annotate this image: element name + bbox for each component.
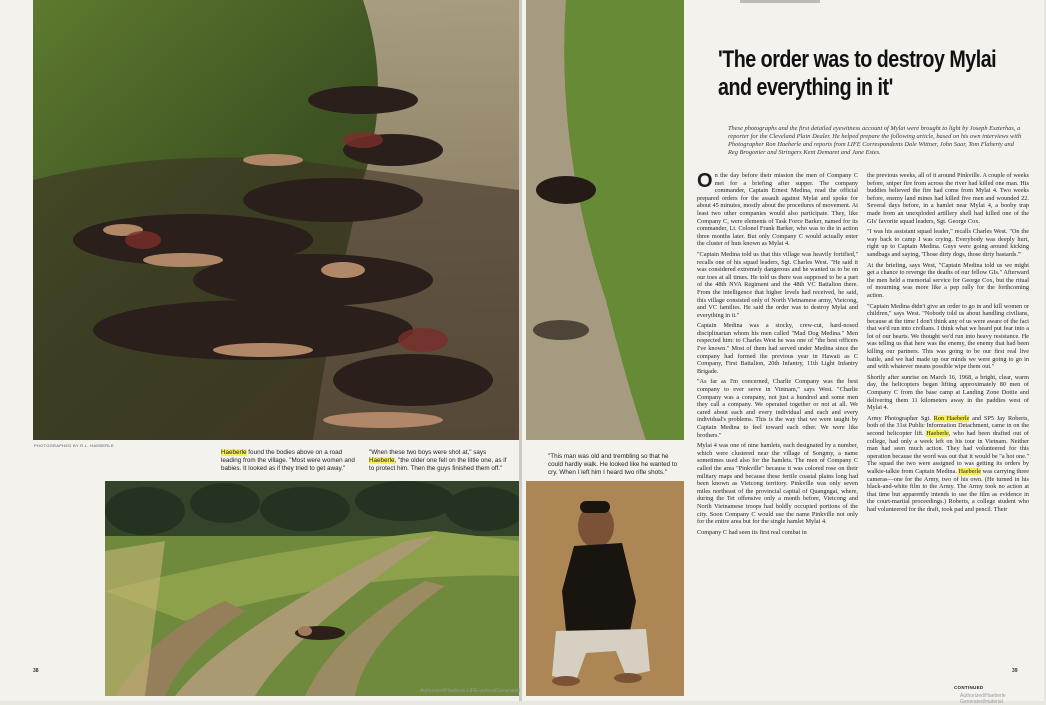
top-rule bbox=[740, 0, 820, 3]
paragraph-text: , who had been drafted out of college, had only a week left on his tour in Vietnam. Neither man had seen much action. They had volunteered for this operation because the word was out that it would be "a hot one." The squad the two were assigned to was getting its orders by walkie-talkie from Captain Medina. bbox=[867, 430, 1029, 475]
paragraph: "Captain Medina didn't give an order to go in and kill women or children," says West. "Nobody told us about handling civilians, because at the time I don't think any of us were aware of the fact that we'd run into civilians. I think what we heard put fear into a lot of our hearts. We thought we'd run into heavy resistance. He was telling us that here was the enemy, the enemy that had been killing our partners. This was going to be our first real live battle, and we had made up our minds we were going to go in and with whatever means possible wipe them out." bbox=[867, 302, 1029, 371]
name-highlight: Ron Haeberle bbox=[933, 414, 970, 422]
name-highlight: Haeberle bbox=[958, 467, 982, 475]
watermark-left: Authorized/Haeberle LIFE-vertical/Generated bbox=[420, 688, 521, 694]
caption-name-highlight: Haeberle bbox=[369, 457, 395, 465]
caption-two-boys bbox=[369, 449, 509, 474]
paragraph-text: Army Photographer Sgt. bbox=[867, 414, 934, 422]
paragraph-text: and SP5 Jay Roberts, both of the 31st Public Information Detachment, came in on the second helicopter lift. bbox=[867, 414, 1029, 437]
name-highlight: Haeberle bbox=[926, 430, 949, 437]
old-man-photo bbox=[526, 481, 684, 696]
continued-label: CONTINUED bbox=[954, 685, 984, 690]
caption-name-highlight: Haeberle bbox=[221, 449, 247, 456]
paragraph: Captain Medina was a stocky, crew-cut, hard-nosed disciplinarian whom his men called "Mad Dog Medina." Men respected him: to Charles West he was one of "the best officers I've known." Most of them had served under Medina since the company had formed the previous year in Hawaii as C Company, First Battalion, 20th Infantry, 11th Light Infantry Brigade. bbox=[697, 322, 858, 375]
left-page bbox=[0, 0, 519, 701]
paragraph: Shortly after sunrise on March 16, 1968, a bright, clear, warm day, the helicopters began lifting approximately 80 men of Company C from the base camp at Landing Zone Dottie and delivering them 11 kilometers away in the paddies west of Mylai 4. bbox=[867, 373, 1029, 412]
paragraph: At the briefing, says West, "Captain Medina told us we might get a chance to revenge the deaths of our fellow GIs." Afterward the men held a memorial service for George Cox, but the ritual of mourning was more like a pep rally for the forthcoming action. bbox=[867, 261, 1029, 299]
caption-road-bodies bbox=[221, 449, 361, 474]
page-number-left: 38 bbox=[33, 668, 39, 674]
watermark-right: Authorized/Haeberle Generated/material bbox=[960, 693, 1006, 705]
page-number-right: 39 bbox=[1012, 668, 1018, 674]
paragraph: Mylai 4 was one of nine hamlets, each designated by a number, which were clustered near the village of Songmy, a name sometimes used also for the hamlets. The men of Company C called the area "Pinkville" because it was colored rose on their military maps and because these fertile coastal plains long had been known as Vietcong territory. Pinkville was only seven miles northeast of the provincial capital of Quangngai, where, during the Tet offensive only a month before, Vietcong and North Vietnamese troops had boldly occupied portions of the city. Soon Company C would use the name Pinkville not only for the entire area but for the single hamlet Mylai 4. bbox=[697, 442, 858, 526]
road-bodies-photo bbox=[33, 0, 519, 440]
article-headline: 'The order was to destroy Mylai and everything in it' bbox=[718, 46, 997, 101]
paragraph: the previous weeks, all of it around Pinkville. A couple of weeks before, sniper fire from across the river had killed one man. His buddies believed the fire had come from Mylai 4. Two weeks before, enemy land mines had killed five men and wounded 22. Several days before, in a hamlet near Mylai 4, a booby trap made from an unexploded artillery shell had killed one of the GIs' favorite squad leaders, Sgt. George Cox. bbox=[867, 172, 1029, 225]
path-body-photo bbox=[526, 0, 684, 440]
caption-text: found the bodies above on a road leading from the village. "Most were women and babies. It looked as if they tried to get away." bbox=[221, 449, 355, 473]
paragraph-text: n the day before their mission the men of Company C met for a briefing after supper. The company commander, Captain Ernest Medina, read the official prepared orders for the assault against Mylai and spoke for about 45 minutes, mostly about the procedures of movement. At least two other companies would also participate. They, like Company C, were elements of Task Force Barker, named for its commander, Lt. Colonel Frank Barker, who was to die in action three months later. But only Company C would actually enter the cluster of huts known as Mylai 4. bbox=[697, 172, 858, 248]
paragraph bbox=[697, 172, 858, 248]
paddy-path-photo bbox=[105, 481, 519, 696]
article-intro: These photographs and the first detailed eyewitness account of Mylai were brought to light by Joseph Eszterhas, a reporter for the Cleveland Plain Dealer. He helped prepare the following article, based on his own interviews with Photographer Ron Haeberle and reports from LIFE Correspondents Dale Wittner, John Saar, Tom Flaherty and Reg Brogonier and Stringers Kent Demaret and Jane Estes. bbox=[728, 125, 1022, 156]
photo-credit: PHOTOGRAPHED BY R.L. HAEBERLE bbox=[34, 443, 114, 448]
paragraph: "Captain Medina told us that this village was heavily fortified," recalls one of his squad leaders, Sgt. Charles West. "He said it was considered extremely dangerous and he wanted us to be on our toes at all times. He told us there was supposed to be a part of the 48th NVA Regiment and the 48th VC Battalion there. From the intelligence that higher levels had received, he said, this village consisted only of North Vietnamese army, Vietcong, and VC families. He said the order was to destroy Mylai and everything in it." bbox=[697, 250, 858, 319]
paragraph: Company C had seen its first real combat in bbox=[697, 528, 807, 536]
paragraph: "As far as I'm concerned, Charlie Company was the best company to ever serve in Vietnam," says West. "Charlie Company was a company, not just a hundred and some men they call a company. We operated together or not at all. We cared about each and every individual and each and every individual's problems. This is the way that we were taught by Captain Medina to feel toward each other. We were like brothers." bbox=[697, 378, 858, 439]
caption-text: , "the older one fell on the little one, as if to protect him. Then the guys finished them off." bbox=[369, 457, 507, 473]
paragraph: "I was his assistant squad leader," recalls Charles West. "On the way back to camp I was crying. Everybody was deeply hurt, right up to Captain Medina. Guys were going around kicking sandbags and saying, 'Those dirty dogs, those dirty bastards.'" bbox=[867, 228, 1029, 258]
text-column-1 bbox=[697, 172, 858, 692]
drop-cap: O bbox=[697, 170, 713, 192]
text-column-2 bbox=[867, 172, 1029, 687]
caption-text: "When these two boys were shot at," says bbox=[369, 449, 487, 456]
paragraph bbox=[867, 415, 1029, 514]
caption-old-man: "This man was old and trembling so that he could hardly walk. He looked like he wanted to cry. When I left him I heard two rifle shots." bbox=[548, 453, 678, 477]
paragraph-text: was carrying three cameras—one for the Army, two of his own. (He turned in his black-and-white film to the Army. The Army took no action at that time but apparently intends to use the film as evidence in the court-martial proceedings.) Roberts, a college student who had volunteered for the draft, took pad and pencil. Their bbox=[867, 467, 1029, 513]
